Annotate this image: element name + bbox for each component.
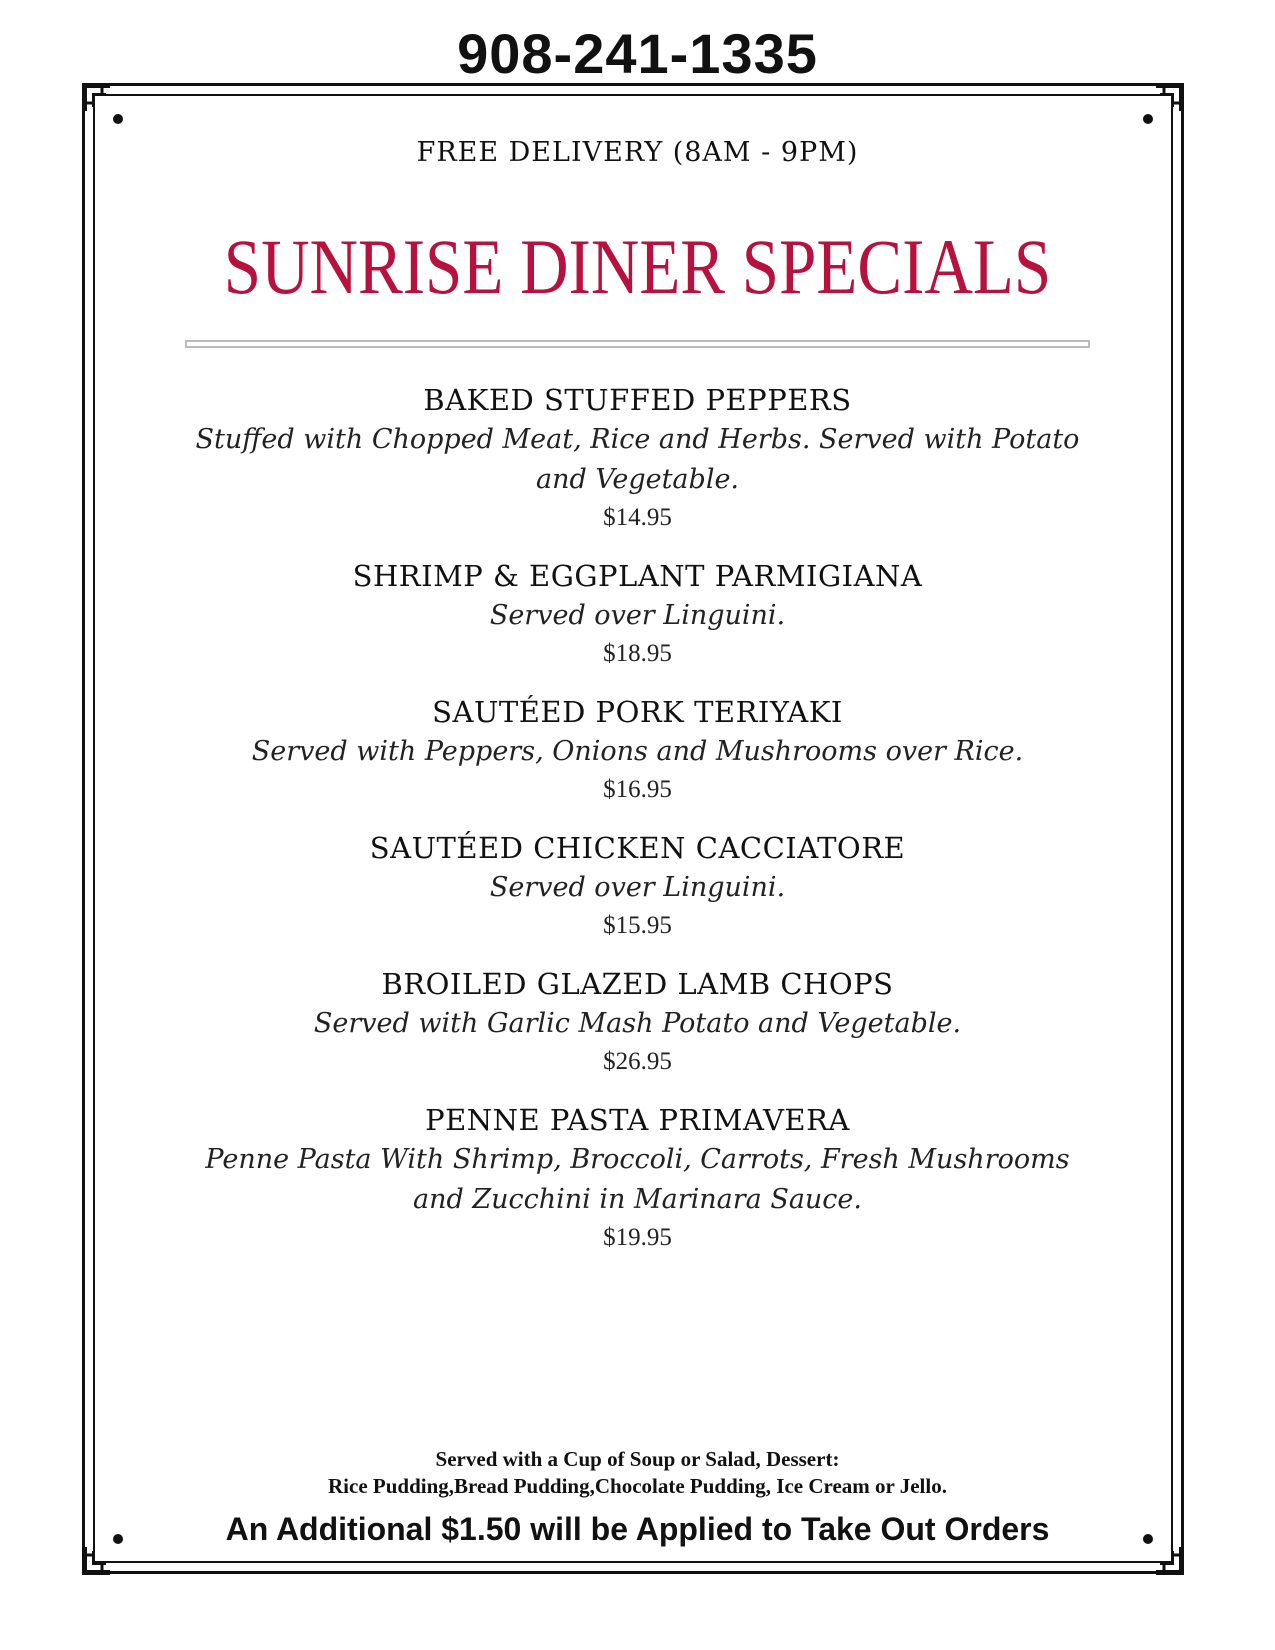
menu-item-price: $16.95 (603, 776, 672, 803)
corner-ornament-icon (80, 81, 128, 129)
menu-item-name: BROILED GLAZED LAMB CHOPS (381, 967, 894, 1001)
included-sides-line: Served with a Cup of Soup or Salad, Dessert: (435, 1447, 840, 1471)
dessert-options-line: Rice Pudding,Bread Pudding,Chocolate Pudding, Ice Cream or Jello. (328, 1474, 947, 1498)
menu-item-description: Stuffed with Chopped Meat, Rice and Herbs. Served with Potato and Vegetable. (195, 424, 1080, 495)
page-title: SUNRISE DINER SPECIALS (223, 223, 1052, 310)
menu-item-price: $14.95 (603, 504, 672, 531)
menu-item (185, 380, 1090, 536)
included-sides-note (0, 1446, 1275, 1500)
menu-item-description: Served with Peppers, Onions and Mushrooms over Rice. (251, 736, 1024, 767)
corner-ornament-icon (1138, 81, 1186, 129)
takeout-surcharge-note: An Additional $1.50 will be Applied to Take Out Orders (225, 1511, 1050, 1547)
menu-item-price: $19.95 (603, 1224, 672, 1251)
menu-item (185, 1100, 1090, 1256)
menu-item (185, 556, 1090, 672)
phone-number: 908-241-1335 (457, 22, 818, 85)
menu-item-price: $18.95 (603, 640, 672, 667)
menu-item-price: $15.95 (603, 912, 672, 939)
menu-item-name: SHRIMP & EGGPLANT PARMIGIANA (352, 559, 923, 593)
specials-list (185, 380, 1090, 1276)
delivery-notice: FREE DELIVERY (8AM - 9PM) (416, 137, 859, 168)
menu-item-price: $26.95 (603, 1048, 672, 1075)
menu-item-name: SAUTÉED CHICKEN CACCIATORE (369, 831, 906, 865)
menu-item-name: SAUTÉED PORK TERIYAKI (432, 695, 843, 729)
menu-item-name: BAKED STUFFED PEPPERS (423, 383, 852, 417)
menu-item-name: PENNE PASTA PRIMAVERA (425, 1103, 850, 1137)
menu-item-description: Served with Garlic Mash Potato and Vegetable. (313, 1008, 962, 1039)
menu-item (185, 828, 1090, 944)
menu-item (185, 692, 1090, 808)
menu-item-description: Served over Linguini. (489, 872, 786, 903)
menu-item-description: Served over Linguini. (489, 600, 786, 631)
title-divider (185, 340, 1090, 348)
menu-item-description: Penne Pasta With Shrimp, Broccoli, Carrots, Fresh Mushrooms and Zucchini in Marinara Sauce. (205, 1144, 1070, 1215)
menu-item (185, 964, 1090, 1080)
